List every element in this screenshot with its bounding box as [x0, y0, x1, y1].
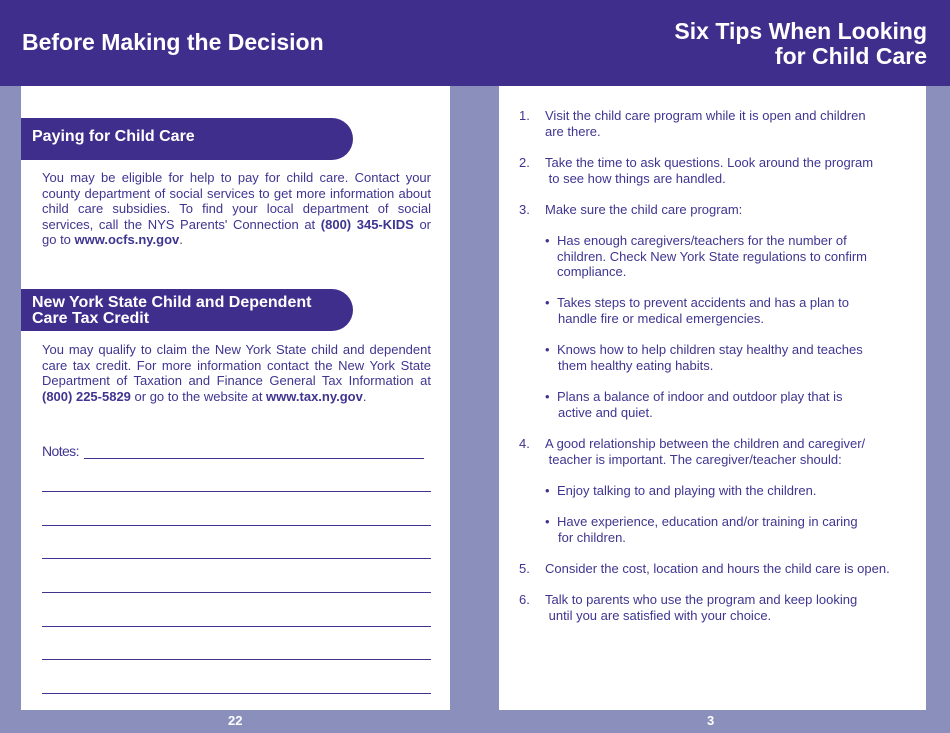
bullet-line: Have experience, education and/or training in caring	[557, 514, 858, 529]
notes-label: Notes:	[42, 443, 79, 459]
phone-number: (800) 345-KIDS	[320, 216, 414, 232]
phone-number: (800) 225-5829	[42, 388, 131, 404]
paragraph-text: or go to the website at	[130, 388, 267, 404]
tax-credit-paragraph	[42, 342, 431, 404]
bullet-text	[557, 483, 919, 499]
notes-line	[42, 491, 431, 492]
bullet-icon: •	[545, 342, 550, 357]
heading-line-1: New York State Child and Dependent	[32, 294, 312, 311]
paragraph-text: .	[179, 232, 183, 248]
left-page-number: 22	[228, 713, 243, 728]
right-title-line-1: Six Tips When Looking	[674, 18, 927, 44]
paragraph-text: or go to	[42, 216, 431, 248]
notes-line	[42, 626, 431, 627]
tip-line: to see how things are handled.	[545, 170, 726, 186]
bullet-line: active and quiet.	[558, 404, 653, 420]
notes-line	[42, 592, 431, 593]
bullet-icon: •	[545, 514, 550, 529]
tip-line: Visit the child care program while it is open and children	[545, 108, 866, 123]
bullet-line: Enjoy talking to and playing with the children.	[557, 483, 817, 498]
tip-line: Take the time to ask questions. Look around the program	[545, 155, 874, 170]
tip-text	[545, 155, 919, 186]
bullet-icon: •	[545, 389, 550, 404]
tip-number: 2.	[519, 155, 530, 170]
website-link[interactable]: www.tax.ny.gov	[266, 388, 363, 404]
tip-number: 5.	[519, 561, 530, 576]
bullet-line: them healthy eating habits.	[558, 357, 714, 373]
tip-line: Talk to parents who use the program and keep looking	[545, 592, 858, 607]
bullet-line: Takes steps to prevent accidents and has a plan to	[557, 295, 849, 310]
left-page-title: Before Making the Decision	[22, 29, 324, 55]
bullet-line: handle fire or medical emergencies.	[558, 310, 764, 326]
paying-for-child-care-paragraph	[42, 170, 431, 248]
bullet-line: children. Check New York State regulations to confirm	[557, 248, 867, 264]
tip-text	[545, 561, 919, 577]
notes-line	[84, 458, 424, 459]
bullet-line: Knows how to help children stay healthy and teaches	[557, 342, 863, 357]
tip-line: are there.	[545, 123, 601, 139]
bullet-text	[557, 342, 919, 373]
section-heading-paying-for-child-care: Paying for Child Care	[21, 118, 353, 160]
tip-number: 1.	[519, 108, 530, 123]
bullet-text	[557, 233, 919, 280]
bullet-icon: •	[545, 483, 550, 498]
paragraph-text: You may qualify to claim the New York State child and dependent care tax credit. For more information contact the New York State Department of Taxation and Finance General Tax Information at	[42, 342, 431, 389]
right-title-line-2: for Child Care	[774, 43, 927, 69]
bullet-line: for children.	[558, 529, 626, 545]
heading-line-2: Care Tax Credit	[32, 310, 150, 327]
right-page-title	[527, 19, 927, 69]
notes-line	[42, 525, 431, 526]
tip-line: Consider the cost, location and hours the child care is open.	[545, 561, 890, 576]
tip-number: 4.	[519, 436, 530, 451]
tip-line: Make sure the child care program:	[545, 202, 743, 217]
notes-line	[42, 693, 431, 694]
bullet-icon: •	[545, 295, 550, 310]
tip-text	[545, 202, 919, 218]
bullet-line: Plans a balance of indoor and outdoor play that is	[557, 389, 843, 404]
website-link[interactable]: www.ocfs.ny.gov	[74, 232, 180, 248]
notes-line	[42, 558, 431, 559]
paragraph-text: You may be eligible for help to pay for child care. Contact your county department of social services to get more information about child care subsidies. To find your local department of social services, call the NYS Parents' Connection at	[42, 170, 431, 232]
tip-line: A good relationship between the children and caregiver/	[545, 436, 866, 451]
tip-line: until you are satisfied with your choice.	[545, 607, 772, 623]
tip-text	[545, 436, 919, 467]
bullet-icon: •	[545, 233, 550, 248]
paragraph-text: .	[362, 388, 367, 404]
bullet-text	[557, 514, 919, 545]
bullet-line: compliance.	[557, 264, 627, 280]
bullet-line: Has enough caregivers/teachers for the number of	[557, 233, 847, 248]
tip-number: 6.	[519, 592, 530, 607]
bullet-text	[557, 295, 919, 326]
tip-text	[545, 592, 919, 623]
tip-number: 3.	[519, 202, 530, 217]
bullet-text	[557, 389, 919, 420]
notes-line	[42, 659, 431, 660]
section-heading-tax-credit	[21, 289, 353, 331]
right-page-number: 3	[707, 713, 715, 728]
tip-text	[545, 108, 919, 139]
tip-line: teacher is important. The caregiver/teacher should:	[545, 451, 842, 467]
